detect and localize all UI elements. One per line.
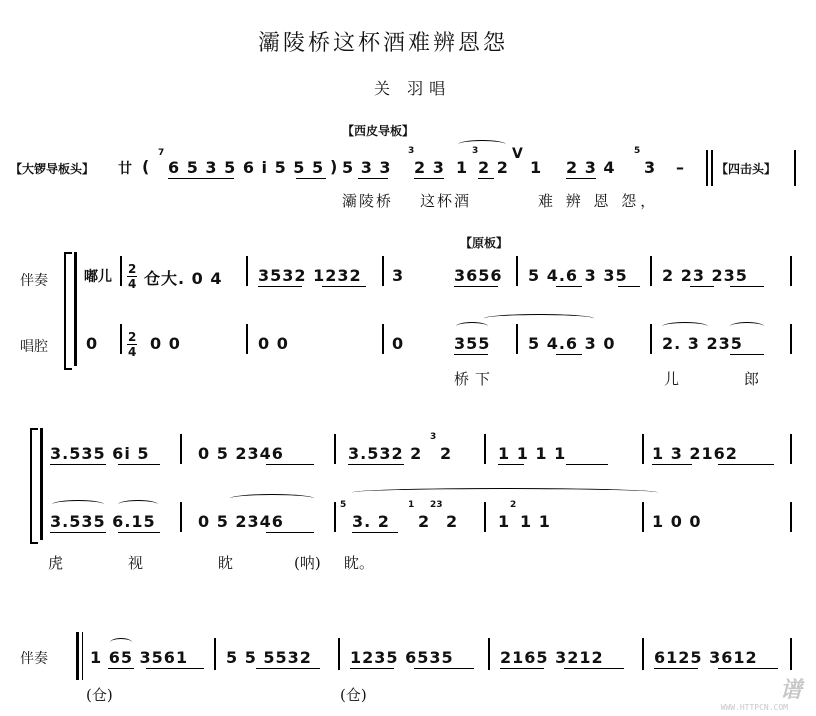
intro-notes: 6 5 3 5 6 i 5 5 5 xyxy=(168,158,325,177)
grace-note: 23 xyxy=(430,500,443,510)
time-sig-bottom: 4 xyxy=(128,345,137,359)
lyric-line: 难 辨 恩 怨， xyxy=(538,192,660,210)
voice-measure-3c: 2 xyxy=(446,512,459,531)
measure-4: 2 2 xyxy=(478,158,509,177)
measure-6: 2 3 4 xyxy=(566,158,616,177)
lyric-line: 灞陵桥 xyxy=(342,192,394,210)
grace-note: 3 xyxy=(408,146,415,156)
label-accompaniment: 伴奏 xyxy=(20,273,48,289)
acc-measure-2: 5 5 5532 xyxy=(226,648,312,667)
page-subtitle: 关 羽唱 xyxy=(374,79,452,98)
grace-note: 1 xyxy=(408,500,415,510)
measure-7: 3 xyxy=(644,158,657,177)
tag-daluo-daobantou: 【大锣导板头】 xyxy=(10,162,95,176)
lyric-line: 桥下 xyxy=(454,370,497,388)
acc-measure-3: 1235 6535 xyxy=(350,648,454,667)
acc-measure-1: 仓大. 0 4 xyxy=(144,269,223,288)
voice-measure-6: 2. 3 235 xyxy=(662,334,743,353)
intro-open-paren: ( xyxy=(142,157,151,176)
acc-measure-1: 1 65 3561 xyxy=(90,648,189,667)
lyric-line: 眈 xyxy=(218,554,234,572)
acc-measure-0: 嘟儿 xyxy=(84,269,112,285)
voice-measure-4: 355 xyxy=(454,334,491,353)
acc-measure-4: 2165 3212 xyxy=(500,648,604,667)
acc-measure-6: 2 23 235 xyxy=(662,266,748,285)
percussion-mark: (仓) xyxy=(340,686,367,704)
measure-3: 1 xyxy=(456,158,469,177)
lyric-line: 虎 xyxy=(48,554,64,572)
lyric-line: 眈。 xyxy=(344,554,375,572)
voice-measure-2: 0 5 2346 xyxy=(198,512,284,531)
voice-measure-3: 0 xyxy=(392,334,405,353)
lyric-line: 郎 xyxy=(744,370,760,388)
grace-note: 3 xyxy=(472,146,479,156)
grace-note: 2 xyxy=(510,500,517,510)
breath-mark: V xyxy=(512,146,523,162)
page-title: 灞陵桥这杯酒难辨恩怨 xyxy=(258,31,509,56)
acc-measure-2: 3532 1232 xyxy=(258,266,362,285)
grace-note: 5 xyxy=(340,500,347,510)
tag-sijitou: 【四击头】 xyxy=(716,162,777,176)
percussion-mark: (仓) xyxy=(86,686,113,704)
measure-1: 5 3 3 xyxy=(342,158,392,177)
time-sig-top: 2 xyxy=(128,262,137,276)
voice-measure-2: 0 0 xyxy=(258,334,289,353)
measure-2: 2 3 xyxy=(414,158,445,177)
grace-note: 5 xyxy=(634,146,641,156)
voice-measure-3: 3. 2 xyxy=(352,512,390,531)
voice-measure-5: 5 4.6 3 0 xyxy=(528,334,616,353)
tag-yuanban: 【原板】 xyxy=(460,236,509,250)
acc-measure-4: 1 1 1 1 xyxy=(498,444,567,463)
hold-dash: – xyxy=(676,158,685,177)
acc-measure-5: 5 4.6 3 35 xyxy=(528,266,628,285)
label-vocal: 唱腔 xyxy=(20,339,48,355)
voice-measure-0: 0 xyxy=(86,334,99,353)
lyric-line: (呐) xyxy=(294,554,321,572)
voice-measure-1: 3.535 6.15 xyxy=(50,512,156,531)
time-sig-top: 2 xyxy=(128,330,137,344)
acc-measure-3: 3.532 2 xyxy=(348,444,423,463)
voice-measure-5: 1 0 0 xyxy=(652,512,702,531)
tag-xipi-daoban: 【西皮导板】 xyxy=(342,124,415,138)
voice-measure-4: 1 xyxy=(498,512,511,531)
acc-measure-5: 1 3 2162 xyxy=(652,444,738,463)
grace-note: 7 xyxy=(158,148,165,158)
time-sig-bottom: 4 xyxy=(128,277,137,291)
acc-measure-1: 3.535 6i 5 xyxy=(50,444,150,463)
acc-measure-3b: 2 xyxy=(440,444,453,463)
lyric-line: 儿 xyxy=(664,370,680,388)
voice-measure-1: 0 0 xyxy=(150,334,181,353)
grace-note: 3 xyxy=(430,432,437,442)
acc-measure-5: 6125 3612 xyxy=(654,648,758,667)
lyric-line: 这杯酒 xyxy=(420,192,472,210)
acc-measure-2: 0 5 2346 xyxy=(198,444,284,463)
measure-5: 1 xyxy=(530,158,543,177)
rest-mark: 廿 xyxy=(118,161,132,177)
voice-measure-4b: 1 1 xyxy=(520,512,551,531)
acc-measure-4: 3656 xyxy=(454,266,503,285)
watermark-logo: 谱 xyxy=(779,678,802,703)
label-accompaniment: 伴奏 xyxy=(20,651,48,667)
lyric-line: 视 xyxy=(128,554,144,572)
intro-close-paren: ) xyxy=(330,157,339,176)
watermark-url: WWW.HTTPCN.COM xyxy=(720,703,788,712)
acc-measure-3: 3 xyxy=(392,266,405,285)
voice-measure-3b: 2 xyxy=(418,512,431,531)
